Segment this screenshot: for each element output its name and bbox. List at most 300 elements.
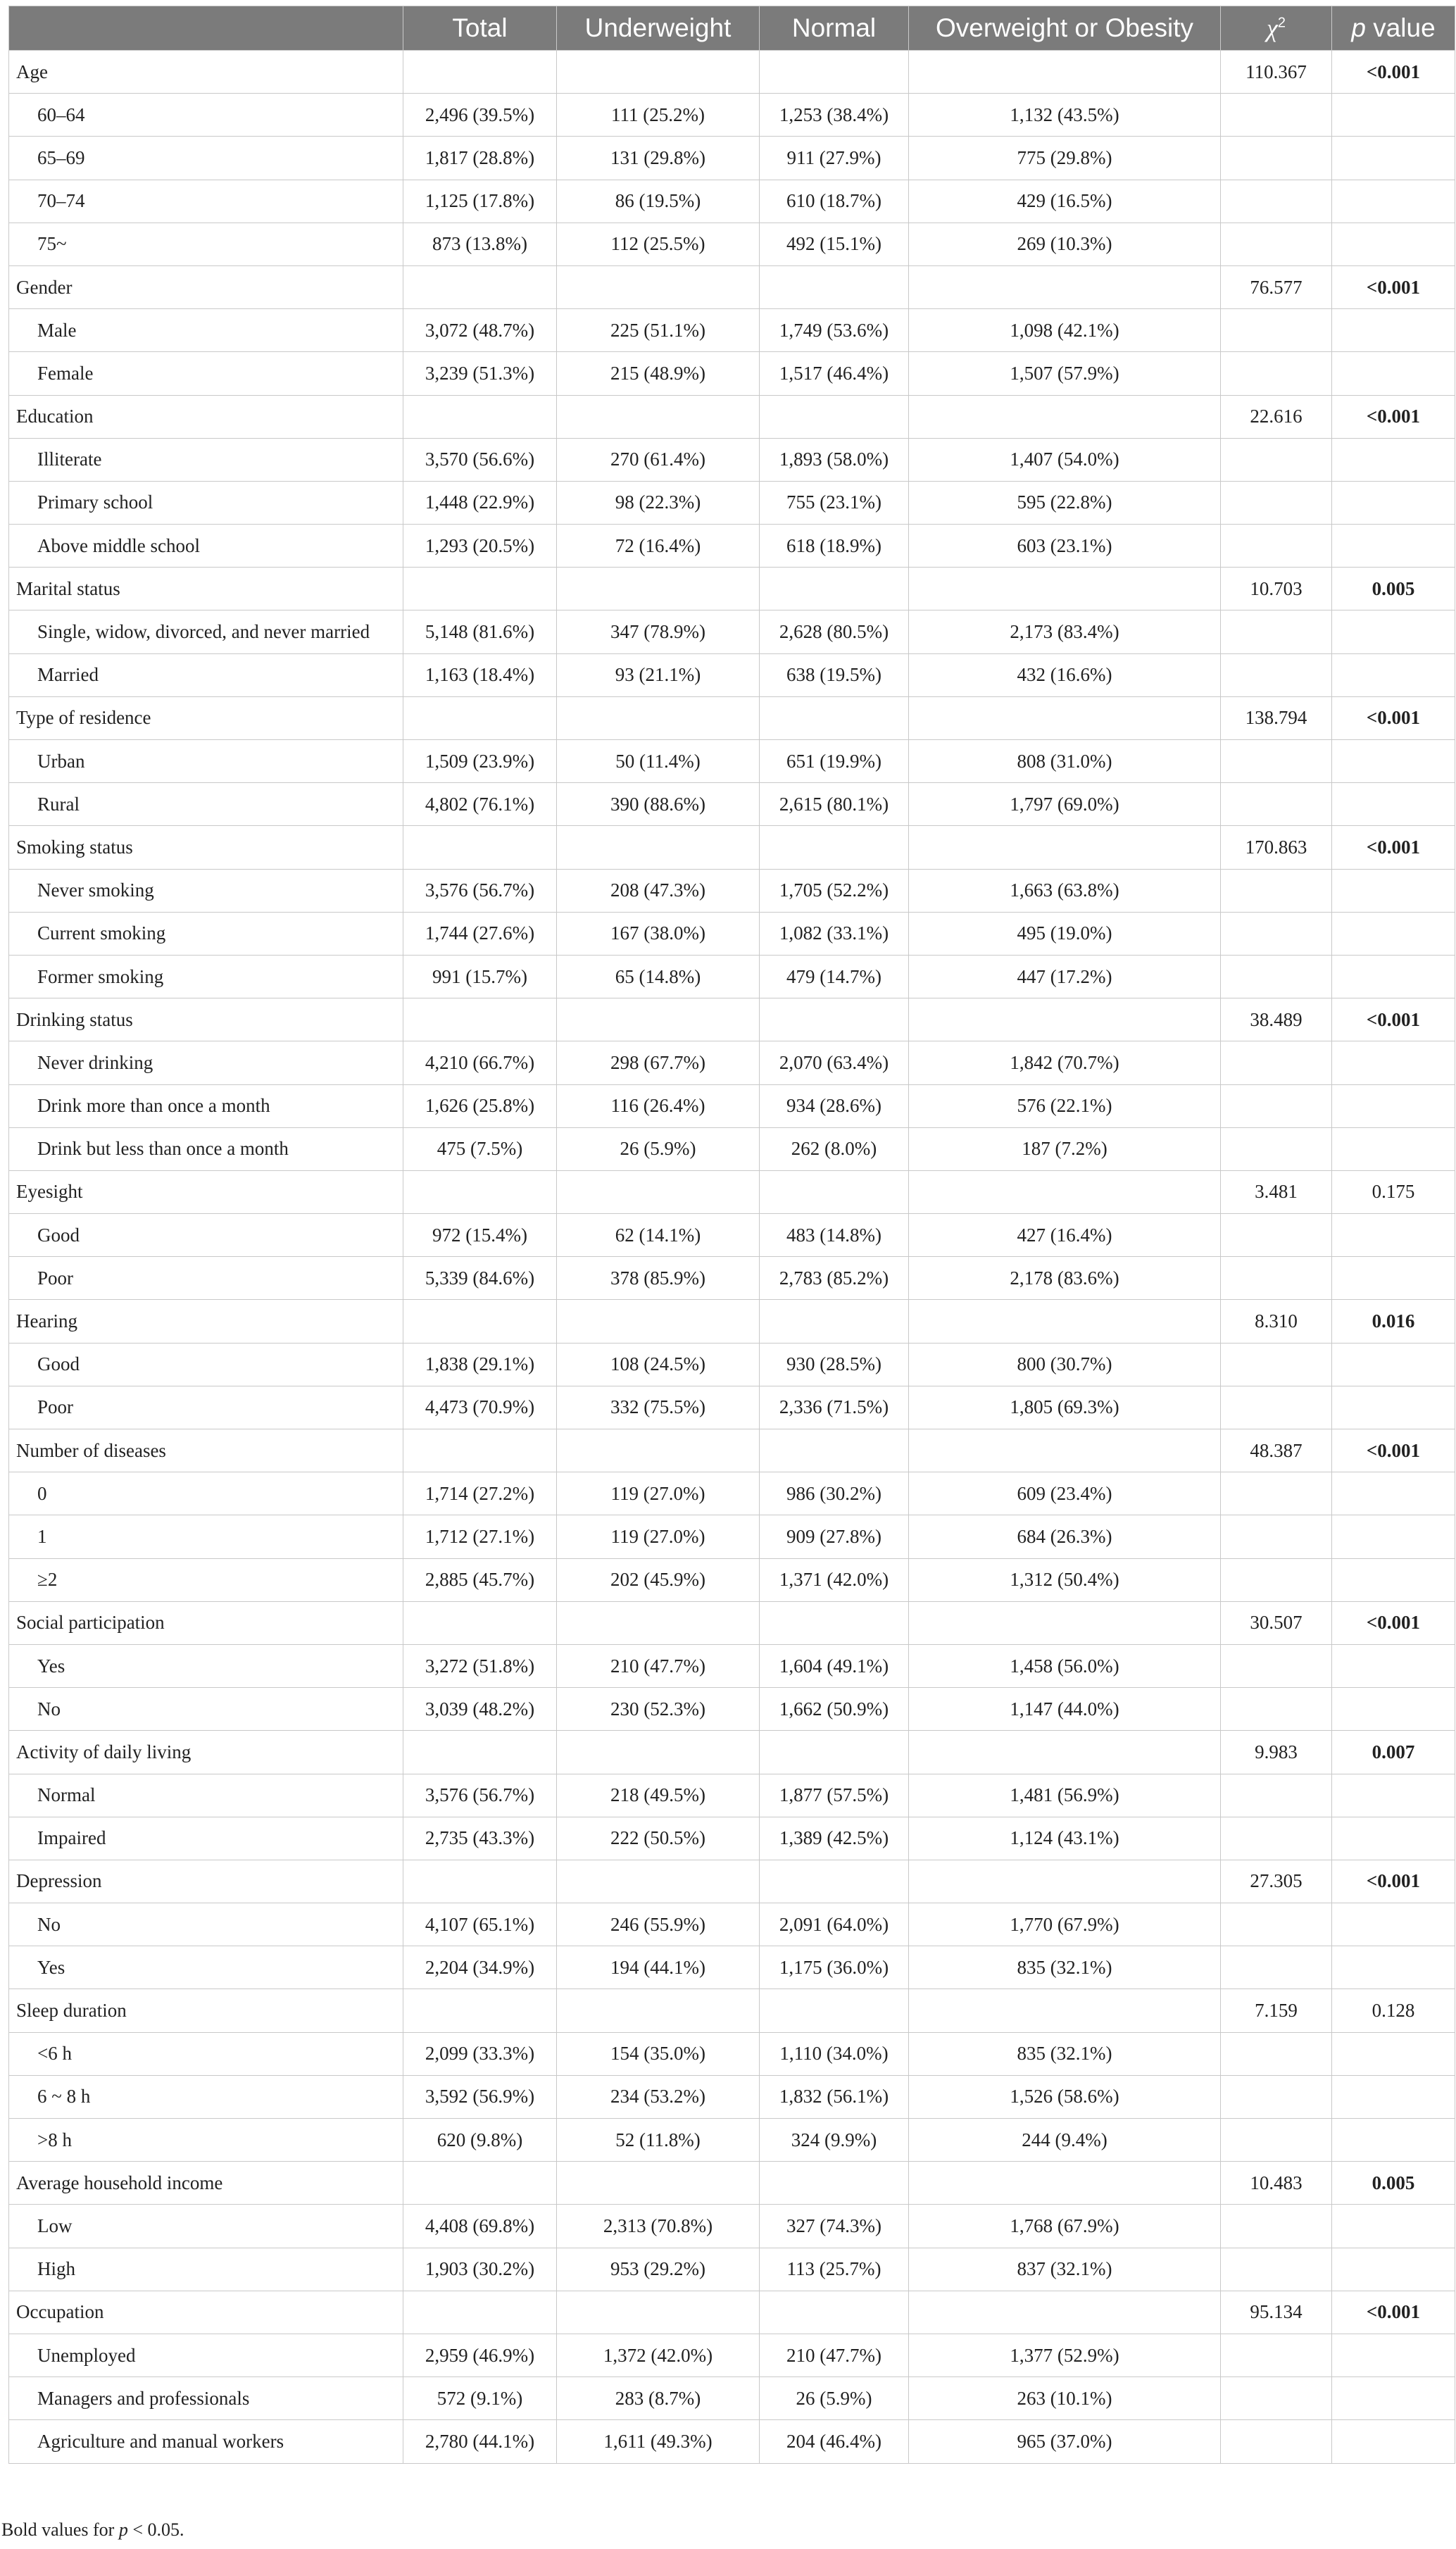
empty-cell xyxy=(1332,180,1455,223)
empty-cell xyxy=(1332,1472,1455,1515)
table-row xyxy=(9,2420,1455,2463)
row-label: Drink more than once a month xyxy=(9,1084,403,1127)
total-cell: 1,125 (17.8%) xyxy=(403,180,557,223)
section-header-row xyxy=(9,51,1455,94)
empty-cell xyxy=(1221,481,1332,524)
overweight-cell: 1,377 (52.9%) xyxy=(909,2334,1221,2376)
row-label: 65–69 xyxy=(9,137,403,180)
empty-cell xyxy=(403,2291,557,2334)
empty-cell xyxy=(557,1429,760,1472)
empty-cell xyxy=(1332,1041,1455,1084)
section-label: Activity of daily living xyxy=(9,1731,403,1774)
empty-cell xyxy=(1332,525,1455,568)
empty-cell xyxy=(557,395,760,438)
normal-cell: 909 (27.8%) xyxy=(760,1515,909,1558)
row-label: Yes xyxy=(9,1644,403,1687)
empty-cell xyxy=(403,1300,557,1343)
empty-cell xyxy=(557,1731,760,1774)
overweight-cell: 837 (32.1%) xyxy=(909,2248,1221,2291)
empty-cell xyxy=(909,1300,1221,1343)
section-header-row xyxy=(9,1601,1455,1644)
total-cell: 3,239 (51.3%) xyxy=(403,352,557,395)
underweight-cell: 225 (51.1%) xyxy=(557,309,760,352)
normal-cell: 755 (23.1%) xyxy=(760,481,909,524)
normal-cell: 113 (25.7%) xyxy=(760,2248,909,2291)
row-label: Drink but less than once a month xyxy=(9,1127,403,1170)
overweight-cell: 2,178 (83.6%) xyxy=(909,1257,1221,1300)
empty-cell xyxy=(403,696,557,739)
empty-cell xyxy=(760,1860,909,1903)
normal-cell: 638 (19.5%) xyxy=(760,653,909,696)
empty-cell xyxy=(1332,1127,1455,1170)
overweight-cell: 835 (32.1%) xyxy=(909,2032,1221,2075)
underweight-cell: 1,611 (49.3%) xyxy=(557,2420,760,2463)
table-row xyxy=(9,2119,1455,2162)
chi-square-value: 95.134 xyxy=(1221,2291,1332,2334)
table-row xyxy=(9,525,1455,568)
section-label: Depression xyxy=(9,1860,403,1903)
normal-cell: 610 (18.7%) xyxy=(760,180,909,223)
section-label: Type of residence xyxy=(9,696,403,739)
total-cell: 572 (9.1%) xyxy=(403,2377,557,2420)
normal-cell: 2,091 (64.0%) xyxy=(760,1903,909,1946)
table-row xyxy=(9,912,1455,955)
p-value: 0.007 xyxy=(1332,1731,1455,1774)
row-label: High xyxy=(9,2248,403,2291)
table-row xyxy=(9,653,1455,696)
table-row xyxy=(9,1774,1455,1817)
table-row xyxy=(9,2334,1455,2376)
row-label: No xyxy=(9,1903,403,1946)
underweight-cell: 62 (14.1%) xyxy=(557,1214,760,1257)
empty-cell xyxy=(403,1731,557,1774)
normal-cell: 1,749 (53.6%) xyxy=(760,309,909,352)
empty-cell xyxy=(1332,309,1455,352)
table-header xyxy=(9,6,1455,51)
table-row xyxy=(9,223,1455,265)
row-label: Low xyxy=(9,2205,403,2248)
empty-cell xyxy=(557,568,760,610)
header-row xyxy=(9,6,1455,51)
total-cell: 1,817 (28.8%) xyxy=(403,137,557,180)
footnote-prefix: Bold values for xyxy=(1,2519,119,2540)
section-label: Hearing xyxy=(9,1300,403,1343)
table-row xyxy=(9,180,1455,223)
row-label: Agriculture and manual workers xyxy=(9,2420,403,2463)
chi-square-value: 22.616 xyxy=(1221,395,1332,438)
normal-cell: 651 (19.9%) xyxy=(760,740,909,783)
empty-cell xyxy=(1221,2377,1332,2420)
table-row xyxy=(9,1903,1455,1946)
empty-cell xyxy=(403,2162,557,2205)
table-row xyxy=(9,1817,1455,1860)
normal-cell: 1,877 (57.5%) xyxy=(760,1774,909,1817)
empty-cell xyxy=(1332,740,1455,783)
empty-cell xyxy=(1221,1257,1332,1300)
empty-cell xyxy=(403,1601,557,1644)
normal-cell: 492 (15.1%) xyxy=(760,223,909,265)
total-cell: 1,626 (25.8%) xyxy=(403,1084,557,1127)
total-cell: 3,039 (48.2%) xyxy=(403,1688,557,1731)
normal-cell: 986 (30.2%) xyxy=(760,1472,909,1515)
normal-cell: 1,110 (34.0%) xyxy=(760,2032,909,2075)
section-label: Average household income xyxy=(9,2162,403,2205)
empty-cell xyxy=(1332,2075,1455,2118)
underweight-cell: 116 (26.4%) xyxy=(557,1084,760,1127)
overweight-cell: 1,124 (43.1%) xyxy=(909,1817,1221,1860)
underweight-cell: 112 (25.5%) xyxy=(557,223,760,265)
section-header-row xyxy=(9,696,1455,739)
table-body xyxy=(9,51,1455,2464)
underweight-cell: 1,372 (42.0%) xyxy=(557,2334,760,2376)
empty-cell xyxy=(760,265,909,308)
empty-cell xyxy=(403,1170,557,1213)
empty-cell xyxy=(909,1429,1221,1472)
empty-cell xyxy=(1332,1946,1455,1989)
underweight-cell: 72 (16.4%) xyxy=(557,525,760,568)
total-cell: 2,735 (43.3%) xyxy=(403,1817,557,1860)
overweight-cell: 447 (17.2%) xyxy=(909,955,1221,998)
overweight-cell: 1,768 (67.9%) xyxy=(909,2205,1221,2248)
overweight-cell: 808 (31.0%) xyxy=(909,740,1221,783)
empty-cell xyxy=(403,51,557,94)
total-cell: 1,448 (22.9%) xyxy=(403,481,557,524)
underweight-cell: 332 (75.5%) xyxy=(557,1386,760,1429)
empty-cell xyxy=(1221,525,1332,568)
table-row xyxy=(9,1472,1455,1515)
table-row xyxy=(9,1257,1455,1300)
normal-cell: 26 (5.9%) xyxy=(760,2377,909,2420)
table-row xyxy=(9,309,1455,352)
table-row xyxy=(9,352,1455,395)
section-label: Eyesight xyxy=(9,1170,403,1213)
table-row xyxy=(9,740,1455,783)
chi-square-value: 38.489 xyxy=(1221,998,1332,1041)
chi-square-value: 27.305 xyxy=(1221,1860,1332,1903)
row-label: 1 xyxy=(9,1515,403,1558)
empty-cell xyxy=(1221,1903,1332,1946)
empty-cell xyxy=(1221,2119,1332,2162)
underweight-cell: 2,313 (70.8%) xyxy=(557,2205,760,2248)
total-cell: 3,592 (56.9%) xyxy=(403,2075,557,2118)
section-header-row xyxy=(9,826,1455,869)
empty-cell xyxy=(557,696,760,739)
underweight-cell: 167 (38.0%) xyxy=(557,912,760,955)
overweight-cell: 1,507 (57.9%) xyxy=(909,352,1221,395)
overweight-cell: 1,312 (50.4%) xyxy=(909,1558,1221,1601)
empty-cell xyxy=(557,998,760,1041)
table-row xyxy=(9,1386,1455,1429)
section-label: Social participation xyxy=(9,1601,403,1644)
empty-cell xyxy=(1332,2377,1455,2420)
table-row xyxy=(9,2075,1455,2118)
total-cell: 3,072 (48.7%) xyxy=(403,309,557,352)
table-row xyxy=(9,955,1455,998)
overweight-cell: 835 (32.1%) xyxy=(909,1946,1221,1989)
table-row xyxy=(9,94,1455,137)
row-label: Urban xyxy=(9,740,403,783)
overweight-cell: 1,098 (42.1%) xyxy=(909,309,1221,352)
empty-cell xyxy=(760,2162,909,2205)
table-row xyxy=(9,869,1455,912)
row-label: Male xyxy=(9,309,403,352)
p-value: 0.005 xyxy=(1332,568,1455,610)
underweight-cell: 347 (78.9%) xyxy=(557,610,760,653)
row-label: Impaired xyxy=(9,1817,403,1860)
section-label: Number of diseases xyxy=(9,1429,403,1472)
empty-cell xyxy=(909,998,1221,1041)
normal-cell: 1,893 (58.0%) xyxy=(760,438,909,481)
empty-cell xyxy=(760,1989,909,2032)
empty-cell xyxy=(1221,1515,1332,1558)
empty-cell xyxy=(909,2291,1221,2334)
section-label: Sleep duration xyxy=(9,1989,403,2032)
chi-square-value: 30.507 xyxy=(1221,1601,1332,1644)
empty-cell xyxy=(1221,653,1332,696)
row-label: No xyxy=(9,1688,403,1731)
row-label: Good xyxy=(9,1214,403,1257)
row-label: 75~ xyxy=(9,223,403,265)
overweight-cell: 269 (10.3%) xyxy=(909,223,1221,265)
row-label: Rural xyxy=(9,783,403,826)
underweight-cell: 50 (11.4%) xyxy=(557,740,760,783)
empty-cell xyxy=(909,51,1221,94)
row-label: Unemployed xyxy=(9,2334,403,2376)
p-value: <0.001 xyxy=(1332,395,1455,438)
underweight-cell: 298 (67.7%) xyxy=(557,1041,760,1084)
section-label: Smoking status xyxy=(9,826,403,869)
empty-cell xyxy=(557,1170,760,1213)
empty-cell xyxy=(1221,1214,1332,1257)
underweight-cell: 194 (44.1%) xyxy=(557,1946,760,1989)
empty-cell xyxy=(1332,2205,1455,2248)
underweight-cell: 98 (22.3%) xyxy=(557,481,760,524)
empty-cell xyxy=(1332,1558,1455,1601)
total-cell: 873 (13.8%) xyxy=(403,223,557,265)
total-cell: 620 (9.8%) xyxy=(403,2119,557,2162)
empty-cell xyxy=(1221,1688,1332,1731)
header-chi-square xyxy=(1221,6,1332,51)
empty-cell xyxy=(760,1429,909,1472)
underweight-cell: 210 (47.7%) xyxy=(557,1644,760,1687)
total-cell: 3,272 (51.8%) xyxy=(403,1644,557,1687)
total-cell: 1,712 (27.1%) xyxy=(403,1515,557,1558)
row-label: 0 xyxy=(9,1472,403,1515)
empty-cell xyxy=(1221,912,1332,955)
table-row xyxy=(9,137,1455,180)
empty-cell xyxy=(909,395,1221,438)
header-normal: Normal xyxy=(760,6,909,51)
total-cell: 1,163 (18.4%) xyxy=(403,653,557,696)
overweight-cell: 1,797 (69.0%) xyxy=(909,783,1221,826)
empty-cell xyxy=(1221,352,1332,395)
chi-symbol: χ xyxy=(1267,14,1278,42)
underweight-cell: 93 (21.1%) xyxy=(557,653,760,696)
section-header-row xyxy=(9,998,1455,1041)
overweight-cell: 684 (26.3%) xyxy=(909,1515,1221,1558)
normal-cell: 210 (47.7%) xyxy=(760,2334,909,2376)
header-p-value xyxy=(1332,6,1455,51)
table-row xyxy=(9,1041,1455,1084)
overweight-cell: 1,842 (70.7%) xyxy=(909,1041,1221,1084)
section-label: Education xyxy=(9,395,403,438)
normal-cell: 2,783 (85.2%) xyxy=(760,1257,909,1300)
empty-cell xyxy=(1332,869,1455,912)
empty-cell xyxy=(403,998,557,1041)
empty-cell xyxy=(557,1300,760,1343)
underweight-cell: 215 (48.9%) xyxy=(557,352,760,395)
normal-cell: 911 (27.9%) xyxy=(760,137,909,180)
table-row xyxy=(9,2032,1455,2075)
empty-cell xyxy=(403,265,557,308)
normal-cell: 934 (28.6%) xyxy=(760,1084,909,1127)
empty-cell xyxy=(557,1601,760,1644)
section-header-row xyxy=(9,1731,1455,1774)
empty-cell xyxy=(557,2162,760,2205)
row-label: Never drinking xyxy=(9,1041,403,1084)
empty-cell xyxy=(1332,653,1455,696)
overweight-cell: 576 (22.1%) xyxy=(909,1084,1221,1127)
underweight-cell: 131 (29.8%) xyxy=(557,137,760,180)
row-label: Illiterate xyxy=(9,438,403,481)
chi-square-value: 8.310 xyxy=(1221,1300,1332,1343)
section-label: Occupation xyxy=(9,2291,403,2334)
table-row xyxy=(9,610,1455,653)
underweight-cell: 119 (27.0%) xyxy=(557,1472,760,1515)
total-cell: 5,339 (84.6%) xyxy=(403,1257,557,1300)
empty-cell xyxy=(1221,1084,1332,1127)
overweight-cell: 1,147 (44.0%) xyxy=(909,1688,1221,1731)
row-label: Former smoking xyxy=(9,955,403,998)
table-container xyxy=(8,6,1455,2464)
row-label: Yes xyxy=(9,1946,403,1989)
empty-cell xyxy=(1221,1343,1332,1386)
normal-cell: 930 (28.5%) xyxy=(760,1343,909,1386)
total-cell: 4,802 (76.1%) xyxy=(403,783,557,826)
empty-cell xyxy=(1332,2420,1455,2463)
total-cell: 4,408 (69.8%) xyxy=(403,2205,557,2248)
total-cell: 991 (15.7%) xyxy=(403,955,557,998)
table-row xyxy=(9,783,1455,826)
section-label: Gender xyxy=(9,265,403,308)
row-label: Current smoking xyxy=(9,912,403,955)
total-cell: 972 (15.4%) xyxy=(403,1214,557,1257)
total-cell: 2,099 (33.3%) xyxy=(403,2032,557,2075)
underweight-cell: 234 (53.2%) xyxy=(557,2075,760,2118)
normal-cell: 2,070 (63.4%) xyxy=(760,1041,909,1084)
normal-cell: 618 (18.9%) xyxy=(760,525,909,568)
table-row xyxy=(9,1127,1455,1170)
empty-cell xyxy=(1332,912,1455,955)
header-total: Total xyxy=(403,6,557,51)
row-label: 6 ~ 8 h xyxy=(9,2075,403,2118)
table-row xyxy=(9,2248,1455,2291)
underweight-cell: 154 (35.0%) xyxy=(557,2032,760,2075)
empty-cell xyxy=(1332,1257,1455,1300)
normal-cell: 2,628 (80.5%) xyxy=(760,610,909,653)
total-cell: 1,903 (30.2%) xyxy=(403,2248,557,2291)
empty-cell xyxy=(1221,1774,1332,1817)
overweight-cell: 432 (16.6%) xyxy=(909,653,1221,696)
normal-cell: 1,082 (33.1%) xyxy=(760,912,909,955)
overweight-cell: 244 (9.4%) xyxy=(909,2119,1221,2162)
normal-cell: 1,253 (38.4%) xyxy=(760,94,909,137)
empty-cell xyxy=(1221,438,1332,481)
p-value: 0.175 xyxy=(1332,1170,1455,1213)
empty-cell xyxy=(557,265,760,308)
section-label: Drinking status xyxy=(9,998,403,1041)
empty-cell xyxy=(1332,2334,1455,2376)
table-row xyxy=(9,1946,1455,1989)
empty-cell xyxy=(760,1731,909,1774)
overweight-cell: 1,770 (67.9%) xyxy=(909,1903,1221,1946)
empty-cell xyxy=(909,826,1221,869)
empty-cell xyxy=(1332,481,1455,524)
overweight-cell: 1,407 (54.0%) xyxy=(909,438,1221,481)
total-cell: 3,570 (56.6%) xyxy=(403,438,557,481)
section-header-row xyxy=(9,1170,1455,1213)
row-label: Managers and professionals xyxy=(9,2377,403,2420)
overweight-cell: 263 (10.1%) xyxy=(909,2377,1221,2420)
empty-cell xyxy=(1332,1903,1455,1946)
empty-cell xyxy=(760,395,909,438)
empty-cell xyxy=(1221,309,1332,352)
table-row xyxy=(9,1688,1455,1731)
row-label: Female xyxy=(9,352,403,395)
p-value: <0.001 xyxy=(1332,826,1455,869)
empty-cell xyxy=(1221,1946,1332,1989)
underweight-cell: 246 (55.9%) xyxy=(557,1903,760,1946)
empty-cell xyxy=(760,696,909,739)
empty-cell xyxy=(1332,2119,1455,2162)
header-underweight: Underweight xyxy=(557,6,760,51)
empty-cell xyxy=(1332,1084,1455,1127)
total-cell: 1,509 (23.9%) xyxy=(403,740,557,783)
table-row xyxy=(9,1214,1455,1257)
underweight-cell: 119 (27.0%) xyxy=(557,1515,760,1558)
total-cell: 1,293 (20.5%) xyxy=(403,525,557,568)
section-header-row xyxy=(9,1300,1455,1343)
overweight-cell: 427 (16.4%) xyxy=(909,1214,1221,1257)
total-cell: 2,204 (34.9%) xyxy=(403,1946,557,1989)
underweight-cell: 222 (50.5%) xyxy=(557,1817,760,1860)
empty-cell xyxy=(1221,1386,1332,1429)
normal-cell: 262 (8.0%) xyxy=(760,1127,909,1170)
overweight-cell: 603 (23.1%) xyxy=(909,525,1221,568)
p-value: <0.001 xyxy=(1332,1601,1455,1644)
chi-square-value: 9.983 xyxy=(1221,1731,1332,1774)
section-header-row xyxy=(9,265,1455,308)
empty-cell xyxy=(1332,783,1455,826)
total-cell: 1,714 (27.2%) xyxy=(403,1472,557,1515)
empty-cell xyxy=(909,696,1221,739)
empty-cell xyxy=(1221,1041,1332,1084)
section-header-row xyxy=(9,1860,1455,1903)
p-value: <0.001 xyxy=(1332,2291,1455,2334)
normal-cell: 483 (14.8%) xyxy=(760,1214,909,1257)
empty-cell xyxy=(1221,137,1332,180)
empty-cell xyxy=(557,2291,760,2334)
normal-cell: 1,604 (49.1%) xyxy=(760,1644,909,1687)
overweight-cell: 1,663 (63.8%) xyxy=(909,869,1221,912)
row-label: Poor xyxy=(9,1386,403,1429)
empty-cell xyxy=(909,2162,1221,2205)
underweight-cell: 378 (85.9%) xyxy=(557,1257,760,1300)
row-label: ≥2 xyxy=(9,1558,403,1601)
chi-square-value: 3.481 xyxy=(1221,1170,1332,1213)
p-value-text: value xyxy=(1365,13,1436,42)
p-value: <0.001 xyxy=(1332,1860,1455,1903)
